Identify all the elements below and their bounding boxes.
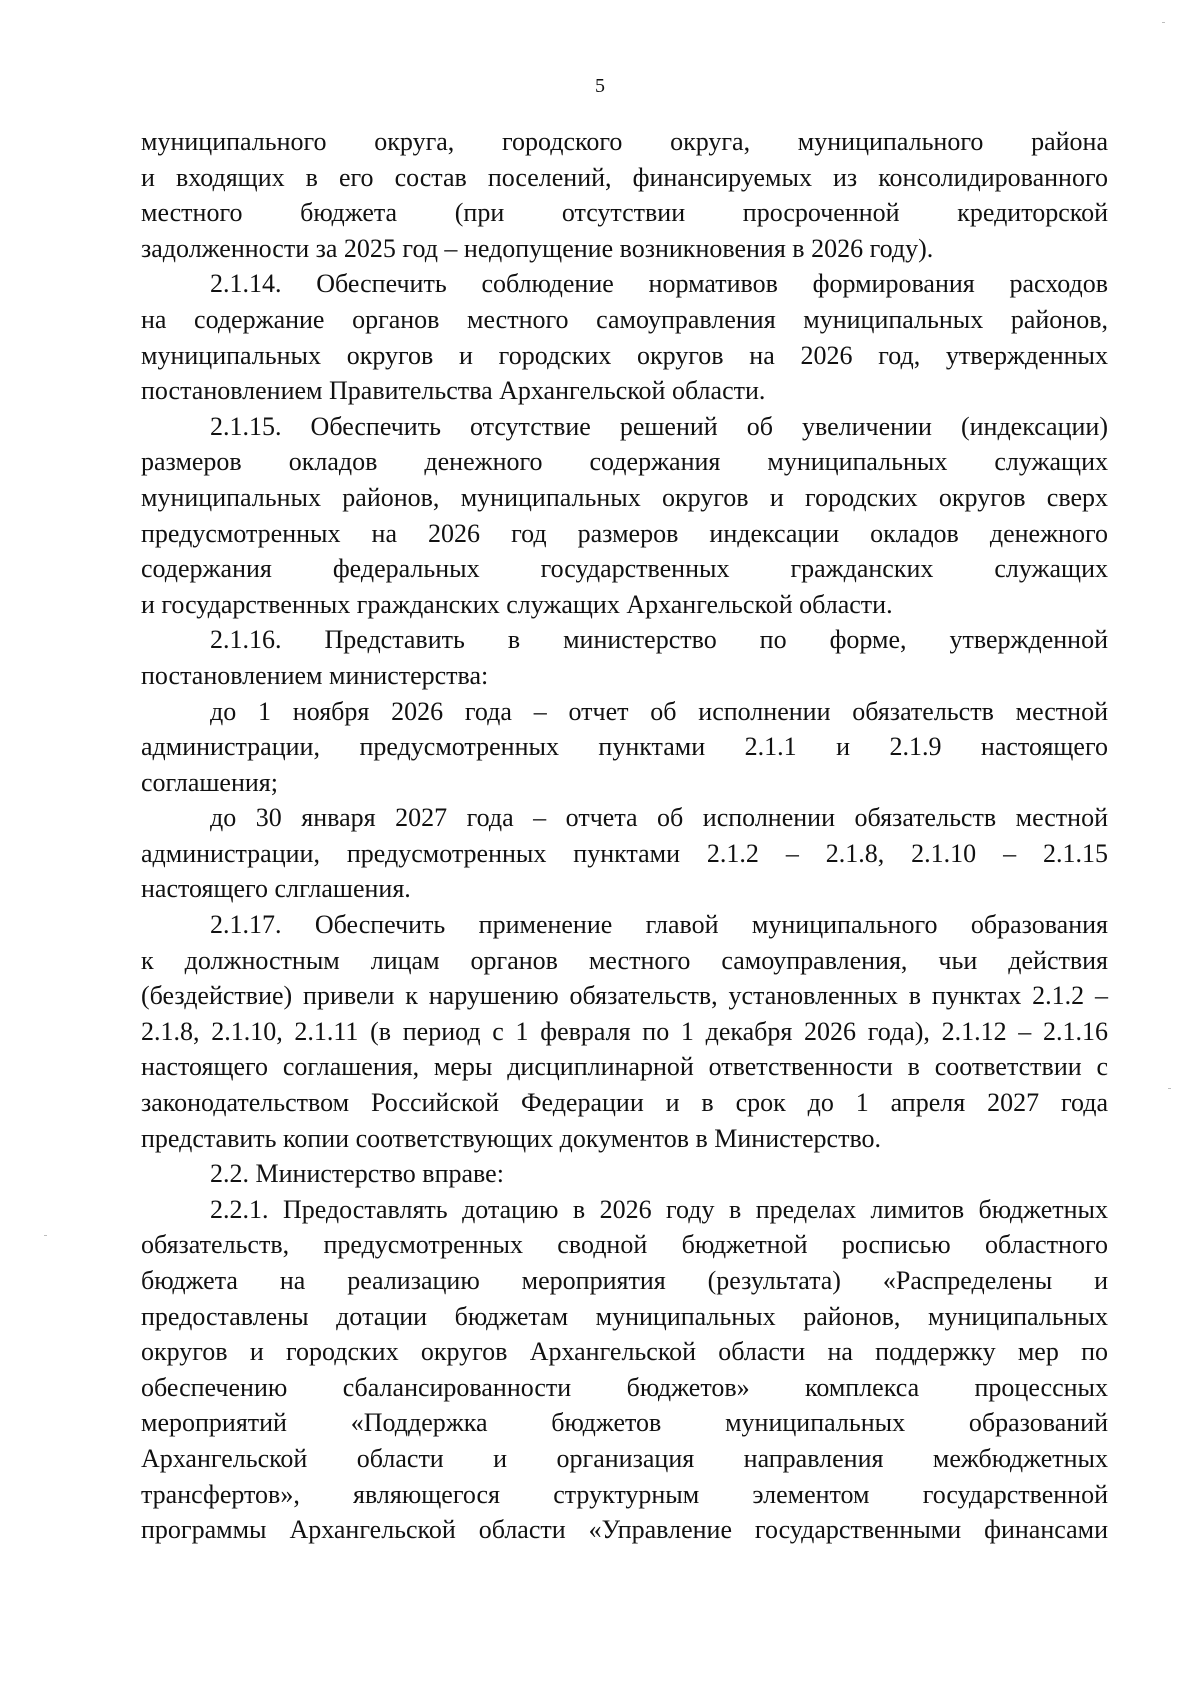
text-line: размеров окладов денежного содержания муниципальных служащих [141,447,1108,477]
paragraph-2-1-15 [141,409,1108,623]
text-line: предусмотренных на 2026 год размеров индексации окладов денежного [141,518,1108,548]
text-line: округов и городских округов Архангельской области на поддержку мер по [141,1337,1108,1367]
text-line: 2.1.14. Обеспечить соблюдение нормативов формирования расходов [210,269,1108,299]
scan-speck [1168,1088,1171,1089]
text-line: постановлением Правительства Архангельской области. [141,376,766,406]
text-line: Архангельской области и организация направления межбюджетных [141,1443,1108,1473]
text-line: до 1 ноября 2026 года – отчет об исполнении обязательств местной [210,696,1108,726]
paragraph-2-2 [141,1156,1108,1192]
text-line: законодательством Российской Федерации и в срок до 1 апреля 2027 года [141,1088,1108,1118]
text-line: к должностным лицам органов местного самоуправления, чьи действия [141,945,1108,975]
text-line: соглашения; [141,767,278,797]
page-number: 5 [595,75,605,97]
text-line: бюджета на реализацию мероприятия (результата) «Распределены и [141,1266,1108,1295]
text-line: и входящих в его состав поселений, финансируемых из консолидированного [141,162,1108,192]
text-line: программы Архангельской области «Управление государственными финансами [141,1515,1108,1545]
text-line: обязательств, предусмотренных сводной бюджетной росписью областного [141,1230,1108,1260]
text-line: задолженности за 2025 год – недопущение возникновения в 2026 году). [141,233,934,263]
text-line: муниципальных районов, муниципальных округов и городских округов сверх [141,482,1108,512]
paragraph-deadline-november [141,694,1108,801]
text-line: представить копии соответствующих документов в Министерство. [141,1123,882,1153]
paragraph-deadline-january [141,800,1108,907]
scan-speck [44,1235,47,1236]
text-line: предоставлены дотации бюджетам муниципальных районов, муниципальных [141,1301,1108,1331]
paragraph-continuation [141,124,1108,266]
paragraph-2-1-14 [141,266,1108,408]
text-line: местного бюджета (при отсутствии просроченной кредиторской [141,198,1108,228]
text-line: 2.1.8, 2.1.10, 2.1.11 (в период с 1 февраля по 1 декабря 2026 года), 2.1.12 – 2.1.16 [141,1016,1108,1046]
text-line: настоящего соглашения, меры дисциплинарной ответственности в соответствии с [141,1052,1108,1082]
document-body [141,124,1108,1548]
text-line: администрации, предусмотренных пунктами 2.1.1 и 2.1.9 настоящего [141,732,1108,762]
paragraph-2-1-16 [141,622,1108,693]
text-line: трансфертов», являющегося структурным элементом государственной [141,1479,1108,1509]
paragraph-2-1-17 [141,907,1108,1156]
text-line: обеспечению сбалансированности бюджетов» комплекса процессных [141,1372,1108,1402]
text-line: настоящего слглашения. [141,874,411,904]
text-line: 2.1.16. Представить в министерство по форме, утвержденной [210,625,1108,655]
paragraph-2-2-1 [141,1192,1108,1548]
text-line: содержания федеральных государственных гражданских служащих [141,554,1108,584]
text-line: мероприятий «Поддержка бюджетов муниципальных образований [141,1408,1108,1438]
text-line: муниципального округа, городского округа, муниципального района [141,127,1108,156]
text-line: администрации, предусмотренных пунктами 2.1.2 – 2.1.8, 2.1.10 – 2.1.15 [141,838,1108,868]
text-line: 2.2. Министерство вправе: [210,1159,504,1189]
text-line: постановлением министерства: [141,660,489,690]
text-line: 2.1.15. Обеспечить отсутствие решений об увеличении (индексации) [210,411,1108,441]
text-line: муниципальных округов и городских округов на 2026 год, утвержденных [141,340,1108,370]
text-line: 2.1.17. Обеспечить применение главой муниципального образования [210,910,1108,940]
text-line: 2.2.1. Предоставлять дотацию в 2026 году в пределах лимитов бюджетных [210,1194,1108,1224]
text-line: (бездействие) привели к нарушению обязательств, установленных в пунктах 2.1.2 – [141,981,1108,1011]
text-line: и государственных гражданских служащих Архангельской области. [141,589,893,619]
text-line: на содержание органов местного самоуправления муниципальных районов, [141,304,1108,334]
scan-speck [1162,22,1165,23]
text-line: до 30 января 2027 года – отчета об исполнении обязательств местной [210,803,1108,833]
